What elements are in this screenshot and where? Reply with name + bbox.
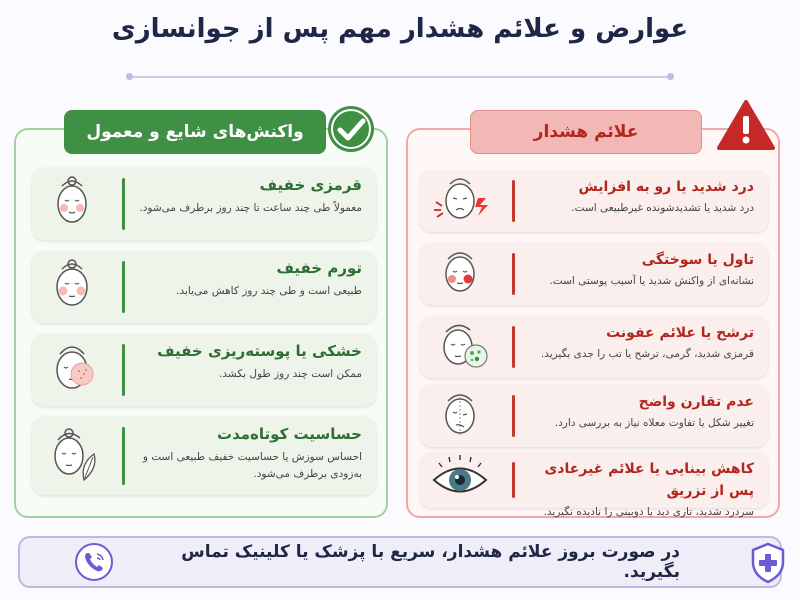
title-divider [130, 76, 670, 78]
card-title: ترشح یا علائم عفونت [606, 325, 754, 341]
warning-card-severe-pain [420, 170, 768, 232]
card-title: کاهش بینایی یا علائم غیرعادی پس از تزریق [544, 461, 754, 499]
card-description: طبیعی است و طی چند روز کاهش می‌یابد. [176, 285, 362, 297]
face-dryness-icon [40, 338, 104, 402]
card-title: تاول یا سوختگی [641, 252, 754, 268]
card-description: احساس سوزش یا حساسیت خفیف طبیعی است و به‌زودی برطرف می‌شود. [142, 451, 362, 480]
common-card-dryness [32, 334, 376, 406]
card-accent-bar [122, 344, 125, 396]
common-card-sensitivity [32, 417, 376, 495]
card-title: عدم تقارن واضح [638, 394, 754, 410]
face-blister-icon [428, 245, 492, 303]
warning-signs-header: علائم هشدار [470, 110, 702, 154]
footer-text: در صورت بروز علائم هشدار، سریع با پزشک یا کلینیک تماس بگیرید. [181, 542, 680, 582]
face-pain-icon [428, 172, 492, 230]
common-reactions-header: واکنش‌های شایع و معمول [64, 110, 326, 154]
card-accent-bar [512, 253, 515, 295]
card-title: خشکی یا پوسته‌ریزی خفیف [157, 342, 362, 360]
card-accent-bar [122, 261, 125, 313]
warning-card-blister [420, 243, 768, 305]
warning-triangle-icon [716, 98, 776, 152]
card-description: تغییر شکل یا تفاوت معلاه نیاز به بررسی دارد. [554, 417, 754, 429]
phone-icon [74, 542, 114, 582]
card-description: نشانه‌ای از واکنش شدید یا آسیب پوستی است. [549, 275, 754, 287]
card-title: حساسیت کوتاه‌مدت [217, 425, 362, 443]
common-card-redness [32, 168, 376, 240]
face-sensitivity-icon [40, 424, 104, 488]
card-description: سردرد شدید، تاری دید یا دوبینی را نادیده نگیرید. [543, 506, 754, 518]
page-title: عوارض و علائم هشدار مهم پس از جوانسازی [111, 14, 689, 44]
warning-card-vision-loss [420, 452, 768, 518]
card-title: تورم خفیف [276, 259, 362, 277]
face-infection-icon [428, 318, 492, 376]
eye-icon [428, 451, 492, 509]
footer-notice [18, 536, 782, 588]
card-description: درد شدید یا تشدیدشونده غیرطبیعی است. [571, 202, 754, 214]
common-card-swelling [32, 251, 376, 323]
card-accent-bar [512, 395, 515, 437]
face-asymmetry-icon [428, 387, 492, 445]
face-swelling-icon [40, 255, 104, 319]
card-title: درد شدید یا رو به افزایش [578, 179, 754, 195]
check-circle-icon [326, 104, 376, 154]
card-accent-bar [122, 427, 125, 485]
face-redness-icon [40, 172, 104, 236]
card-description: ممکن است چند روز طول بکشد. [219, 368, 362, 380]
shield-plus-icon [750, 542, 786, 584]
warning-card-asymmetry [420, 385, 768, 447]
card-accent-bar [122, 178, 125, 230]
card-accent-bar [512, 180, 515, 222]
card-accent-bar [512, 326, 515, 368]
warning-card-infection [420, 316, 768, 378]
card-accent-bar [512, 462, 515, 498]
card-description: معمولاً طی چند ساعت تا چند روز برطرف می‌شود. [139, 202, 362, 214]
card-description: قرمزی شدید، گرمی، ترشح یا تب را جدی بگیرید. [540, 348, 754, 360]
card-title: قرمزی خفیف [259, 176, 362, 194]
